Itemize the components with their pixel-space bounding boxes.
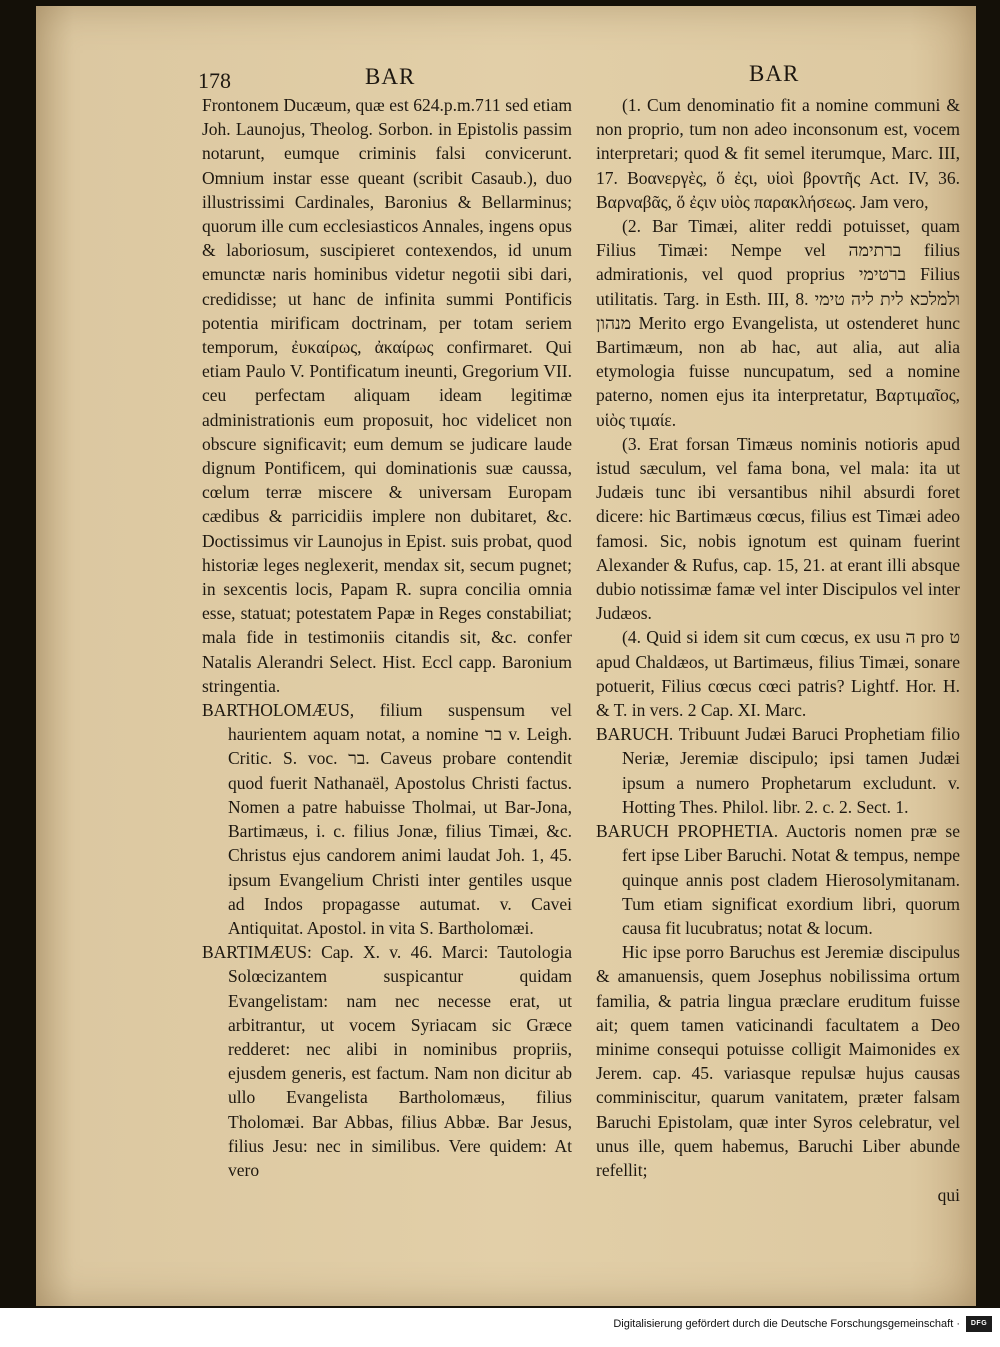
note-4: (4. Quid si idem sit cum cœcus, ex usu ה pro ט apud Chaldæos, ut Bartimæus, filius Timæi, sonare potuerit, Filius cœcus cœci patris? Lightf. Hor. H. & T. in vers. 2 Cap. XI. Marc. (596, 627, 961, 721)
page-header (0, 58, 1000, 94)
left-column (202, 93, 572, 1182)
paragraph-baruchus: Hic ipse porro Baruchus est Jeremiæ discipulus & amanuensis, quem Josephus nobilissima ortum familia, & patria lingua præclare eruditum fuisse ait; quem tamen vaticinandi facultatem a Deo minime consequi potuisse colligit Maimonides ex Jerem. cap. 45. variasque repulsæ hujus causas comminiscitur, quarum vanitatem, præter falsam Baruchi Epistolam, quæ inter Syros celebratur, vel unus ille, quem habemus, Baruchi Liber abunde refellit; (596, 942, 960, 1180)
note-3: (3. Erat forsan Timæus nominis notioris apud istud sæculum, vel fama bona, vel mala: ita ut Judæis tunc ibi versantibus nihil absurdi foret dicere: hic Bartimæus cœcus, filius est Timæi adeo famosi. Sic, nobis ignotum est quinam fuerint Alexander & Rufus, cap. 15, 21. at erant illi absque dubio notissimæ famæ vel inter Discipulos vel inter Judæos. (596, 433, 960, 624)
funding-credit: Digitalisierung gefördert durch die Deutsche Forschungsgemeinschaft · (613, 1318, 960, 1330)
entry-bartimaeus: BARTIMÆUS: Cap. X. v. 46. Marci: Tautologia Solœcizantem suspicantur quidam Evangelistam: nam nec necesse erat, ut arbitrantur, ut vocem Syriacam sic Græce redderet: nec alibi in nominibus propriis, ejusdem generis, est factum. Nam non dicitur ab ullo Evangelista Bartholomæus, filius Tholomæi. Bar Abbas, filius Abbæ. Bar Jesus, filius Jesu: nec in similibus. Vere quidem: At vero (202, 942, 572, 1180)
running-head-right: BAR (749, 61, 800, 86)
right-column (596, 93, 960, 1207)
note-1: (1. Cum denominatio fit a nomine communi & non proprio, tum non adeo inconsonum est, vocem interpretari; quod & fit semel iterumque, Marc. III, 17. Βοανεργὲς, ὅ ἐςι, υἱοὶ βροντῆς Act. IV, 36. Βαρναβᾶς, ὅ ἐςιν υἱὸς παρακλήσεως. Jam vero, (596, 95, 960, 212)
catchword: qui (937, 1185, 960, 1206)
entry-baruch-prophetia: BARUCH PROPHETIA. Auctoris nomen præ se fert ipse Liber Baruchi. Notat & tempus, nempe quinque annis post cladem Hierosolymitanam. Tum etiam significat exordium libri, quorum causa fit lucubratus; notat & locum. (596, 821, 960, 938)
page-number: 178 (198, 68, 231, 93)
digitization-footer (0, 1308, 1000, 1347)
running-head-left: BAR (365, 64, 416, 89)
paragraph-baronius-continued: Frontonem Ducæum, quæ est 624.p.m.711 sed etiam Joh. Launojus, Theolog. Sorbon. in Epistolis passim notarunt, eumque criminis falsi convicerunt. Omnium instar esse queant (scribit Casaub.), duo illustrissimi Cardinales, Baronius & Bellarminus; quorum ille cum ecclesiasticos Annales, ingens opus & laboriosum, suscipieret contexendos, id unum emunctæ naris hominibus videtur negotii sibi dari, credidisse; ut hanc de infinita summi Pontificis potentia mirificam doctrinam, per totam seriem temporum, ἐυκαίρως, ἀκαίρως confirmaret. Qui etiam Paulo V. Pontificatum ineunti, Gregorium VII. ceu perfectam aliquam ideam legitimæ administrationis eum proposuit, hoc videlicet non obscure significavit; eum demum se judicare laude dignum Pontificem, qui dominationis suæ caussa, cœlum terræ miscere & universam Europam cædibus & parricidiis implere non dubitaret, &c. Doctissimus vir Launojus in Epist. suis probat, quod historiæ leges neglexerit, mendax sit, secum pugnet; in sexcentis locis, Papam R. supra concilia omnia esse, statuat; potestatem Papæ in Reges constabiliat; mala fide in testimoniis citandis sit, &c. confer Natalis Alerandri Select. Hist. Eccl capp. Baronium stringentia. (202, 95, 572, 696)
dfg-logo: DFG (966, 1316, 992, 1332)
note-2: (2. Bar Timæi, aliter reddi potuisset, quam Filius Timæi: Nempe vel ברתימה filius admirationis, vel quod proprius ברטימי Filius utilitatis. Targ. in Esth. III, 8. ולמלכא לית ליה טימי מנהון Merito ergo Evangelista, ut ostenderet hunc Bartimæum, non ab hac, aut alia, aut alia etymologia fuisse nuncupatum, sed a nomine paterno, nomen ejus ita interpretatur, Βαρτιμαῖος, υἱὸς τιμαίε. (596, 216, 961, 430)
entry-bartholomaeus: BARTHOLOMÆUS, filium suspensum vel haurientem aquam notat, a nomine בר v. Leigh. Critic. S. voc. בר. Caveus probare contendit quod fuerit Nathanaël, Apostolus Christi factus. Nomen a patre habuisse Tholmai, ut Bar-Jona, Bartimæus, i. c. filius Jonæ, filius Timæi, &c. Christus ejus candorem animi laudat Joh. 1, 45. ipsum Evangelium Christi inter gentiles usque ad Indos propagasse autumat. v. Cavei Antiquitat. Apostol. in vita S. Bartholomæi. (202, 700, 573, 938)
entry-baruch: BARUCH. Tribuunt Judæi Baruci Prophetiam filio Neriæ, Jeremiæ discipulo; ipsi tamen Judæi ipsum a numero Prophetarum excludunt. v. Hotting Thes. Philol. libr. 2. c. 2. Sect. 1. (596, 724, 960, 817)
